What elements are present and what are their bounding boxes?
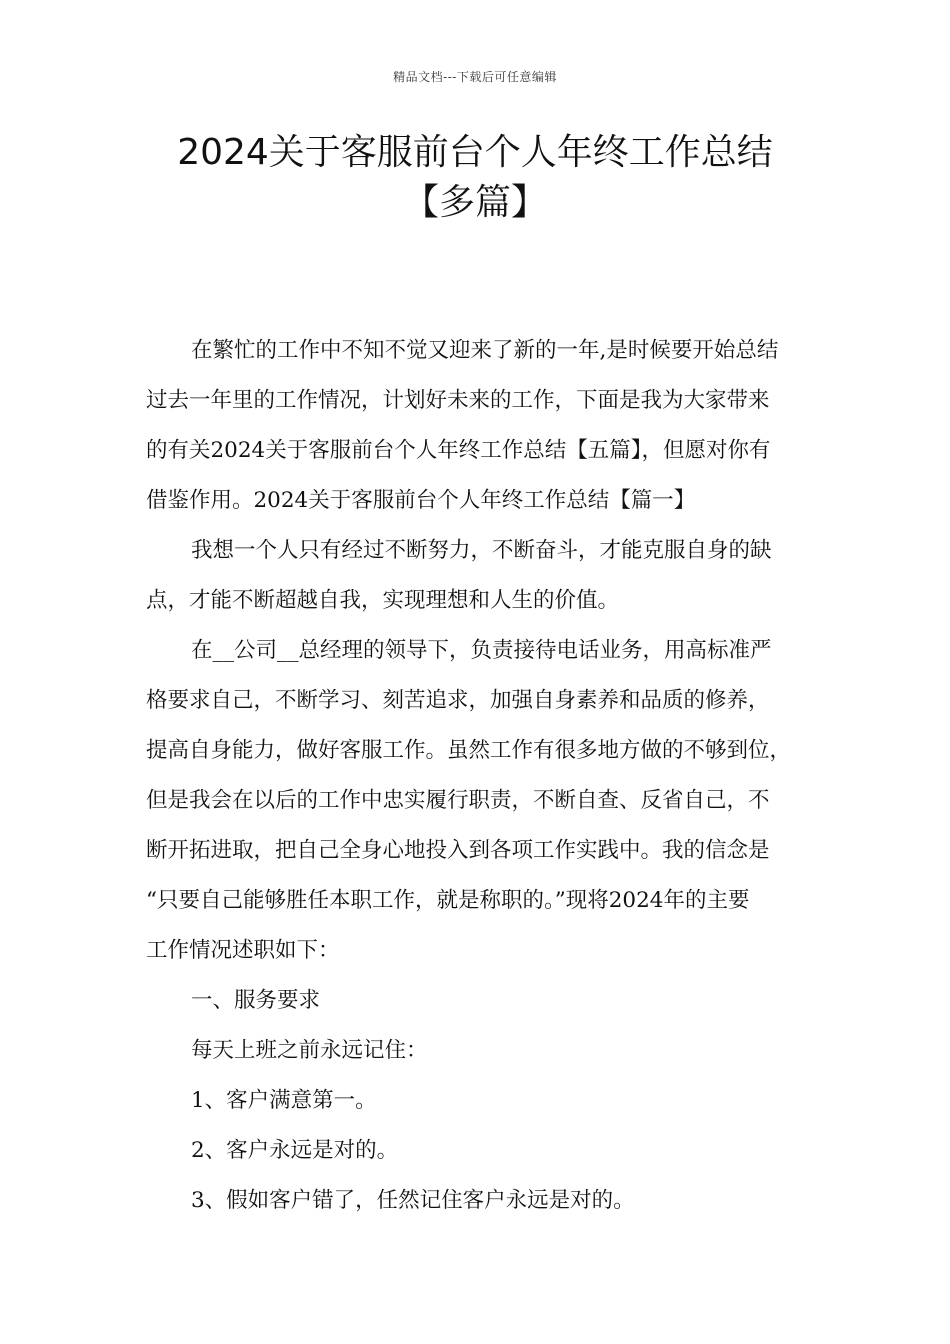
list-item: 3、假如客户错了，任然记住客户永远是对的。 <box>191 1188 635 1213</box>
document-title <box>0 128 950 228</box>
paragraph-line: 在__公司__总经理的领导下，负责接待电话业务，用高标准严 <box>191 638 772 663</box>
paragraph-line: 工作情况述职如下： <box>146 938 340 963</box>
paragraph-line: 的有关2024关于客服前台个人年终工作总结【五篇】，但愿对你有 <box>146 438 771 463</box>
list-item: 1、客户满意第一。 <box>191 1088 377 1113</box>
title-line: 2024关于客服前台个人年终工作总结 <box>177 132 773 173</box>
document-body <box>146 326 814 1226</box>
paragraph-line: “只要自己能够胜任本职工作，就是称职的。”现将2024年的主要 <box>146 888 750 913</box>
paragraph-line: 但是我会在以后的工作中忠实履行职责，不断自查、反省自己，不 <box>146 788 770 813</box>
paragraph-line: 借鉴作用。2024关于客服前台个人年终工作总结【篇一】 <box>146 488 696 513</box>
paragraph-line: 断开拓进取，把自己全身心地投入到各项工作实践中。我的信念是 <box>146 838 770 863</box>
paragraph-line: 过去一年里的工作情况，计划好未来的工作，下面是我为大家带来 <box>146 388 770 413</box>
section-heading: 一、服务要求 <box>191 988 321 1013</box>
page-header: 精品文档---下载后可任意编辑 <box>393 70 557 84</box>
list-item: 2、客户永远是对的。 <box>191 1138 399 1163</box>
paragraph-line: 提高自身能力，做好客服工作。虽然工作有很多地方做的不够到位， <box>146 738 792 763</box>
paragraph-line: 每天上班之前永远记住： <box>191 1038 428 1063</box>
paragraph-line: 点，才能不断超越自我，实现理想和人生的价值。 <box>146 588 620 613</box>
title-line: 【多篇】 <box>402 182 547 223</box>
paragraph-line: 我想一个人只有经过不断努力，不断奋斗，才能克服自身的缺 <box>191 538 772 563</box>
paragraph-line: 格要求自己，不断学习、刻苦追求，加强自身素养和品质的修养， <box>146 688 770 713</box>
paragraph-line: 在繁忙的工作中不知不觉又迎来了新的一年,是时候要开始总结 <box>191 338 779 363</box>
